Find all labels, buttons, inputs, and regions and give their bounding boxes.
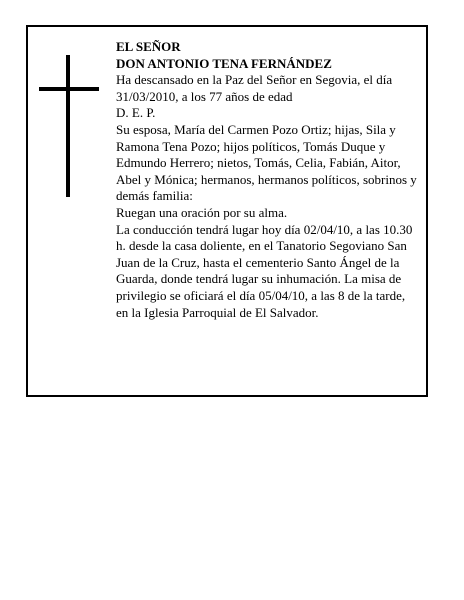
cross-icon	[39, 55, 99, 197]
prayer-request: Ruegan una oración por su alma.	[116, 204, 288, 220]
deceased-name: DON ANTONIO TENA FERNÁNDEZ	[116, 55, 332, 71]
cross-vertical-bar	[66, 55, 70, 197]
cross-horizontal-bar	[39, 87, 99, 91]
family-list: Su esposa, María del Carmen Pozo Ortiz; hijas, Sila y Ramona Tena Pozo; hijos políticos, Tomás Duque y Edmundo Herrero; nietos, Tomás, Celia, Fabián, Aitor, Abel y Mónica; hermanos, hermanos políticos, sobrinos y demás familia:	[116, 121, 417, 204]
rip-abbreviation: D. E. P.	[116, 105, 156, 121]
obituary-text	[116, 39, 420, 321]
funeral-details: La conducción tendrá lugar hoy día 02/04/10, a las 10.30 h. desde la casa doliente, en el Tanatorio Segoviano San Juan de la Cruz, hasta el cementerio Santo Ángel de la Guarda, donde tendrá lugar su inhumación. La misa de privilegio se oficiará el día 05/04/10, a las 8 de la tarde, en la Iglesia Parroquial de El Salvador.	[116, 221, 413, 320]
title-line-1: EL SEÑOR	[116, 39, 181, 54]
death-statement: Ha descansado en la Paz del Señor en Segovia, el día 31/03/2010, a los 77 años de edad	[116, 72, 393, 104]
obituary-notice	[26, 25, 428, 397]
